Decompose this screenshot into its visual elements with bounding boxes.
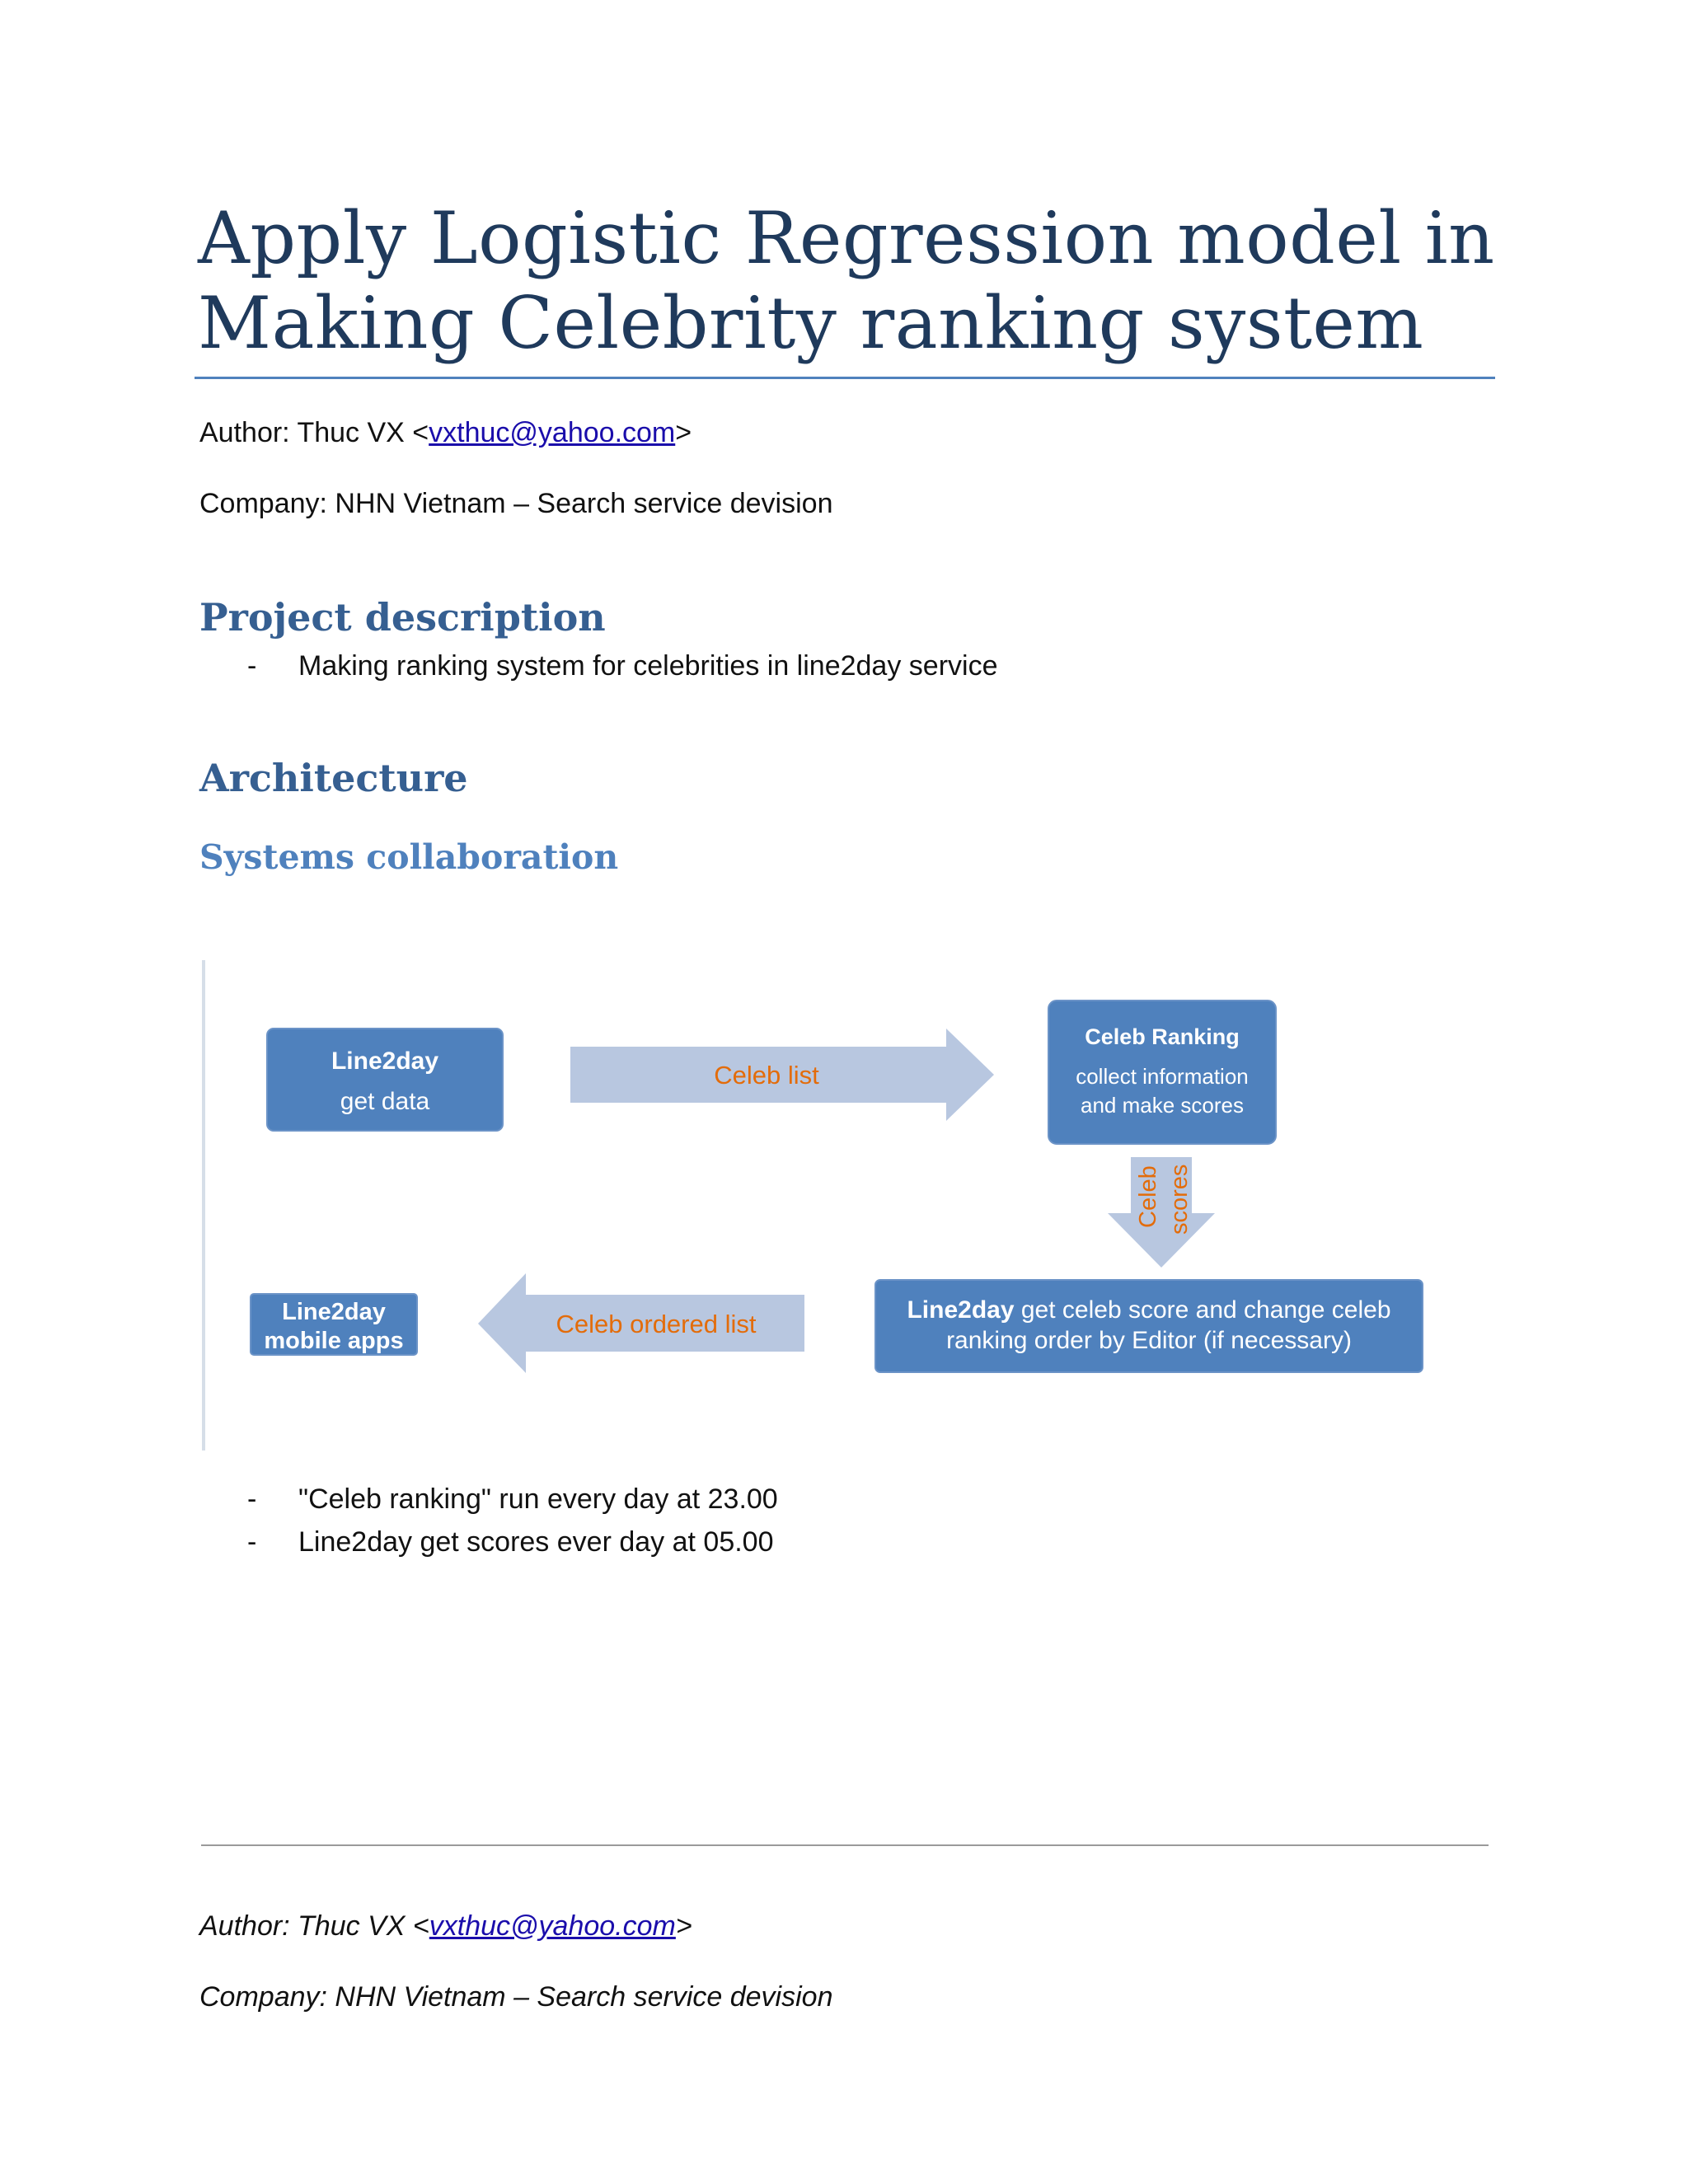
- author-line: [199, 417, 692, 449]
- celeb-list-arrow: [570, 1029, 994, 1121]
- celeb-ranking-line-2: and make scores: [1081, 1093, 1244, 1118]
- editor-box-bold: Line2day: [907, 1296, 1015, 1324]
- celeb-ranking-line-1: collect information: [1076, 1064, 1249, 1089]
- heading-architecture: Architecture: [199, 756, 468, 800]
- bullet-dash: -: [247, 1483, 257, 1515]
- line2day-mobile-apps-box: [251, 1294, 417, 1355]
- celeb-list-label: Celeb list: [714, 1061, 819, 1090]
- line2day-editor-box: [875, 1280, 1423, 1372]
- celeb-ranking-box: [1048, 1001, 1276, 1144]
- systems-collaboration-diagram: [198, 956, 1434, 1451]
- bullet-project-text: Making ranking system for celebrities in line2day service: [298, 650, 998, 682]
- company-line: Company: NHN Vietnam – Search service devision: [199, 488, 833, 519]
- title-underline: [195, 377, 1495, 379]
- heading-systems-collaboration: Systems collaboration: [199, 837, 619, 877]
- author-prefix: Author: Thuc VX <: [199, 417, 429, 448]
- bullet-dash: -: [247, 650, 257, 682]
- footer-author-prefix: Author: Thuc VX <: [199, 1910, 429, 1942]
- editor-box-line-2: ranking order by Editor (if necessary): [946, 1327, 1352, 1354]
- celeb-ranking-title: Celeb Ranking: [1085, 1024, 1240, 1049]
- editor-box-line-1: [907, 1296, 1390, 1324]
- footer-company-line: Company: NHN Vietnam – Search service devision: [199, 1981, 833, 2013]
- footer-author-suffix: >: [675, 1910, 692, 1942]
- diagram-left-border: [202, 960, 205, 1451]
- heading-project-description: Project description: [199, 595, 606, 640]
- footer-divider: [201, 1844, 1489, 1846]
- note-1-text: "Celeb ranking" run every day at 23.00: [298, 1483, 778, 1515]
- note-item-1: [247, 1483, 778, 1516]
- bullet-dash: -: [247, 1526, 257, 1558]
- note-2-text: Line2day get scores ever day at 05.00: [298, 1526, 774, 1558]
- line2day-box-subtitle: get data: [340, 1088, 430, 1115]
- line2day-box-title: Line2day: [331, 1047, 439, 1075]
- author-suffix: >: [675, 417, 692, 448]
- bullet-project: [247, 650, 997, 682]
- celeb-ordered-list-arrow: [478, 1273, 804, 1373]
- celeb-ordered-list-label: Celeb ordered list: [556, 1310, 757, 1338]
- editor-box-line-1-rest: get celeb score and change celeb: [1014, 1296, 1391, 1324]
- mobile-box-line-1: Line2day: [282, 1299, 386, 1325]
- line2day-get-data-box: [267, 1029, 503, 1131]
- celeb-scores-word-1: Celeb: [1135, 1165, 1161, 1228]
- celeb-scores-word-2: scores: [1166, 1164, 1193, 1235]
- document-title: [198, 196, 1533, 366]
- footer-author-line: [199, 1910, 692, 1943]
- author-email-link[interactable]: vxthuc@yahoo.com: [429, 417, 676, 448]
- note-item-2: [247, 1526, 774, 1558]
- title-line-1: Apply Logistic Regression model in: [198, 196, 1495, 280]
- celeb-scores-arrow: [1108, 1157, 1215, 1268]
- footer-email-link[interactable]: vxthuc@yahoo.com: [429, 1910, 676, 1942]
- mobile-box-line-2: mobile apps: [264, 1328, 404, 1354]
- title-line-2: Making Celebrity ranking system: [198, 281, 1424, 365]
